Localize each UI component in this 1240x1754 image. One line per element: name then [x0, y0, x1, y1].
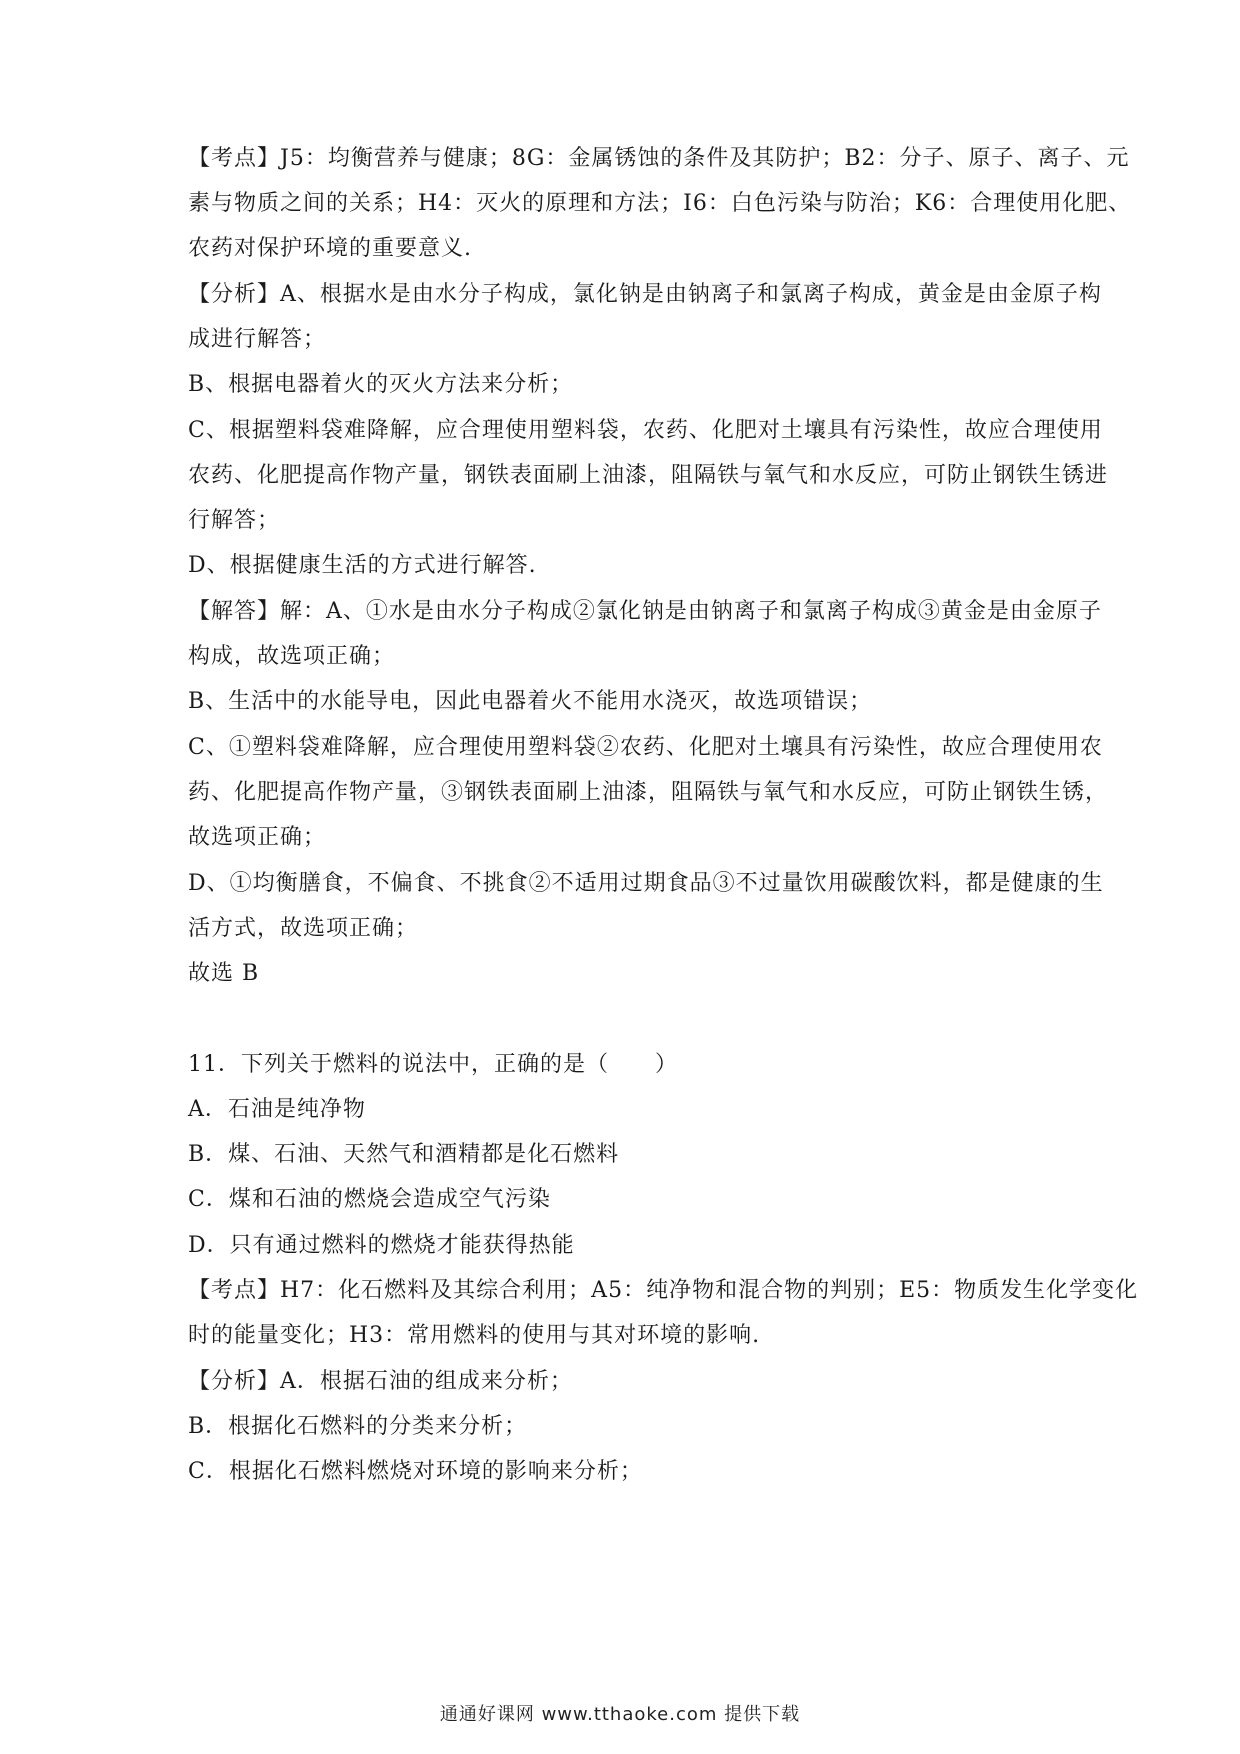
q11-fenxi-line-1: 【分析】A．根据石油的组成来分析； [188, 1369, 573, 1394]
fenxi-line-6: 行解答； [188, 508, 281, 533]
question-11-option-d: D．只有通过燃料的燃烧才能获得热能 [188, 1233, 575, 1258]
fenxi-line-1: 【分析】A、根据水是由水分子构成，氯化钠是由钠离子和氯离子构成，黄金是由金原子构 [188, 282, 1102, 307]
fenxi-line-2: 成进行解答； [188, 327, 327, 352]
jieda-line-4: C、①塑料袋难降解，应合理使用塑料袋②农药、化肥对土壤具有污染性，故应合理使用农 [188, 735, 1103, 760]
jieda-line-6: 故选项正确； [188, 825, 327, 850]
q11-kaodian-line-2: 时的能量变化；H3：常用燃料的使用与其对环境的影响. [188, 1323, 761, 1348]
q11-fenxi-line-3: C．根据化石燃料燃烧对环境的影响来分析； [188, 1459, 643, 1484]
kaodian-line-1: 【考点】J5：均衡营养与健康；8G：金属锈蚀的条件及其防护；B2：分子、原子、离子、元 [188, 146, 1130, 171]
jieda-line-7: D、①均衡膳食，不偏食、不挑食②不适用过期食品③不过量饮用碳酸饮料，都是健康的生 [188, 871, 1104, 896]
fenxi-line-4: C、根据塑料袋难降解，应合理使用塑料袋，农药、化肥对土壤具有污染性，故应合理使用 [188, 418, 1103, 443]
jieda-line-2: 构成，故选项正确； [188, 644, 396, 669]
fenxi-line-7: D、根据健康生活的方式进行解答. [188, 553, 537, 578]
kaodian-line-2: 素与物质之间的关系；H4：灭火的原理和方法；I6：白色污染与防治；K6：合理使用化肥、 [188, 191, 1132, 216]
jieda-line-1: 【解答】解：A、①水是由水分子构成②氯化钠是由钠离子和氯离子构成③黄金是由金原子 [188, 599, 1102, 624]
fenxi-line-5: 农药、化肥提高作物产量，钢铁表面刷上油漆，阻隔铁与氧气和水反应，可防止钢铁生锈进 [188, 463, 1109, 488]
kaodian-line-3: 农药对保护环境的重要意义. [188, 236, 472, 261]
jieda-line-5: 药、化肥提高作物产量，③钢铁表面刷上油漆，阻隔铁与氧气和水反应，可防止钢铁生锈， [188, 780, 1109, 805]
jieda-line-9: 故选 B [188, 961, 260, 986]
question-11-option-b: B．煤、石油、天然气和酒精都是化石燃料 [188, 1142, 620, 1167]
jieda-line-3: B、生活中的水能导电，因此电器着火不能用水浇灭，故选项错误； [188, 689, 873, 714]
question-11-stem: 11．下列关于燃料的说法中，正确的是（ ） [188, 1052, 678, 1077]
fenxi-line-3: B、根据电器着火的灭火方法来分析； [188, 372, 574, 397]
question-11-option-c: C．煤和石油的燃烧会造成空气污染 [188, 1187, 551, 1212]
q11-kaodian-line-1: 【考点】H7：化石燃料及其综合利用；A5：纯净物和混合物的判别；E5：物质发生化学变化 [188, 1278, 1139, 1303]
jieda-line-8: 活方式，故选项正确； [188, 916, 419, 941]
page-footer: 通通好课网 www.tthaoke.com 提供下载 [439, 1704, 801, 1725]
q11-fenxi-line-2: B．根据化石燃料的分类来分析； [188, 1414, 528, 1439]
question-11-option-a: A．石油是纯净物 [188, 1097, 366, 1122]
